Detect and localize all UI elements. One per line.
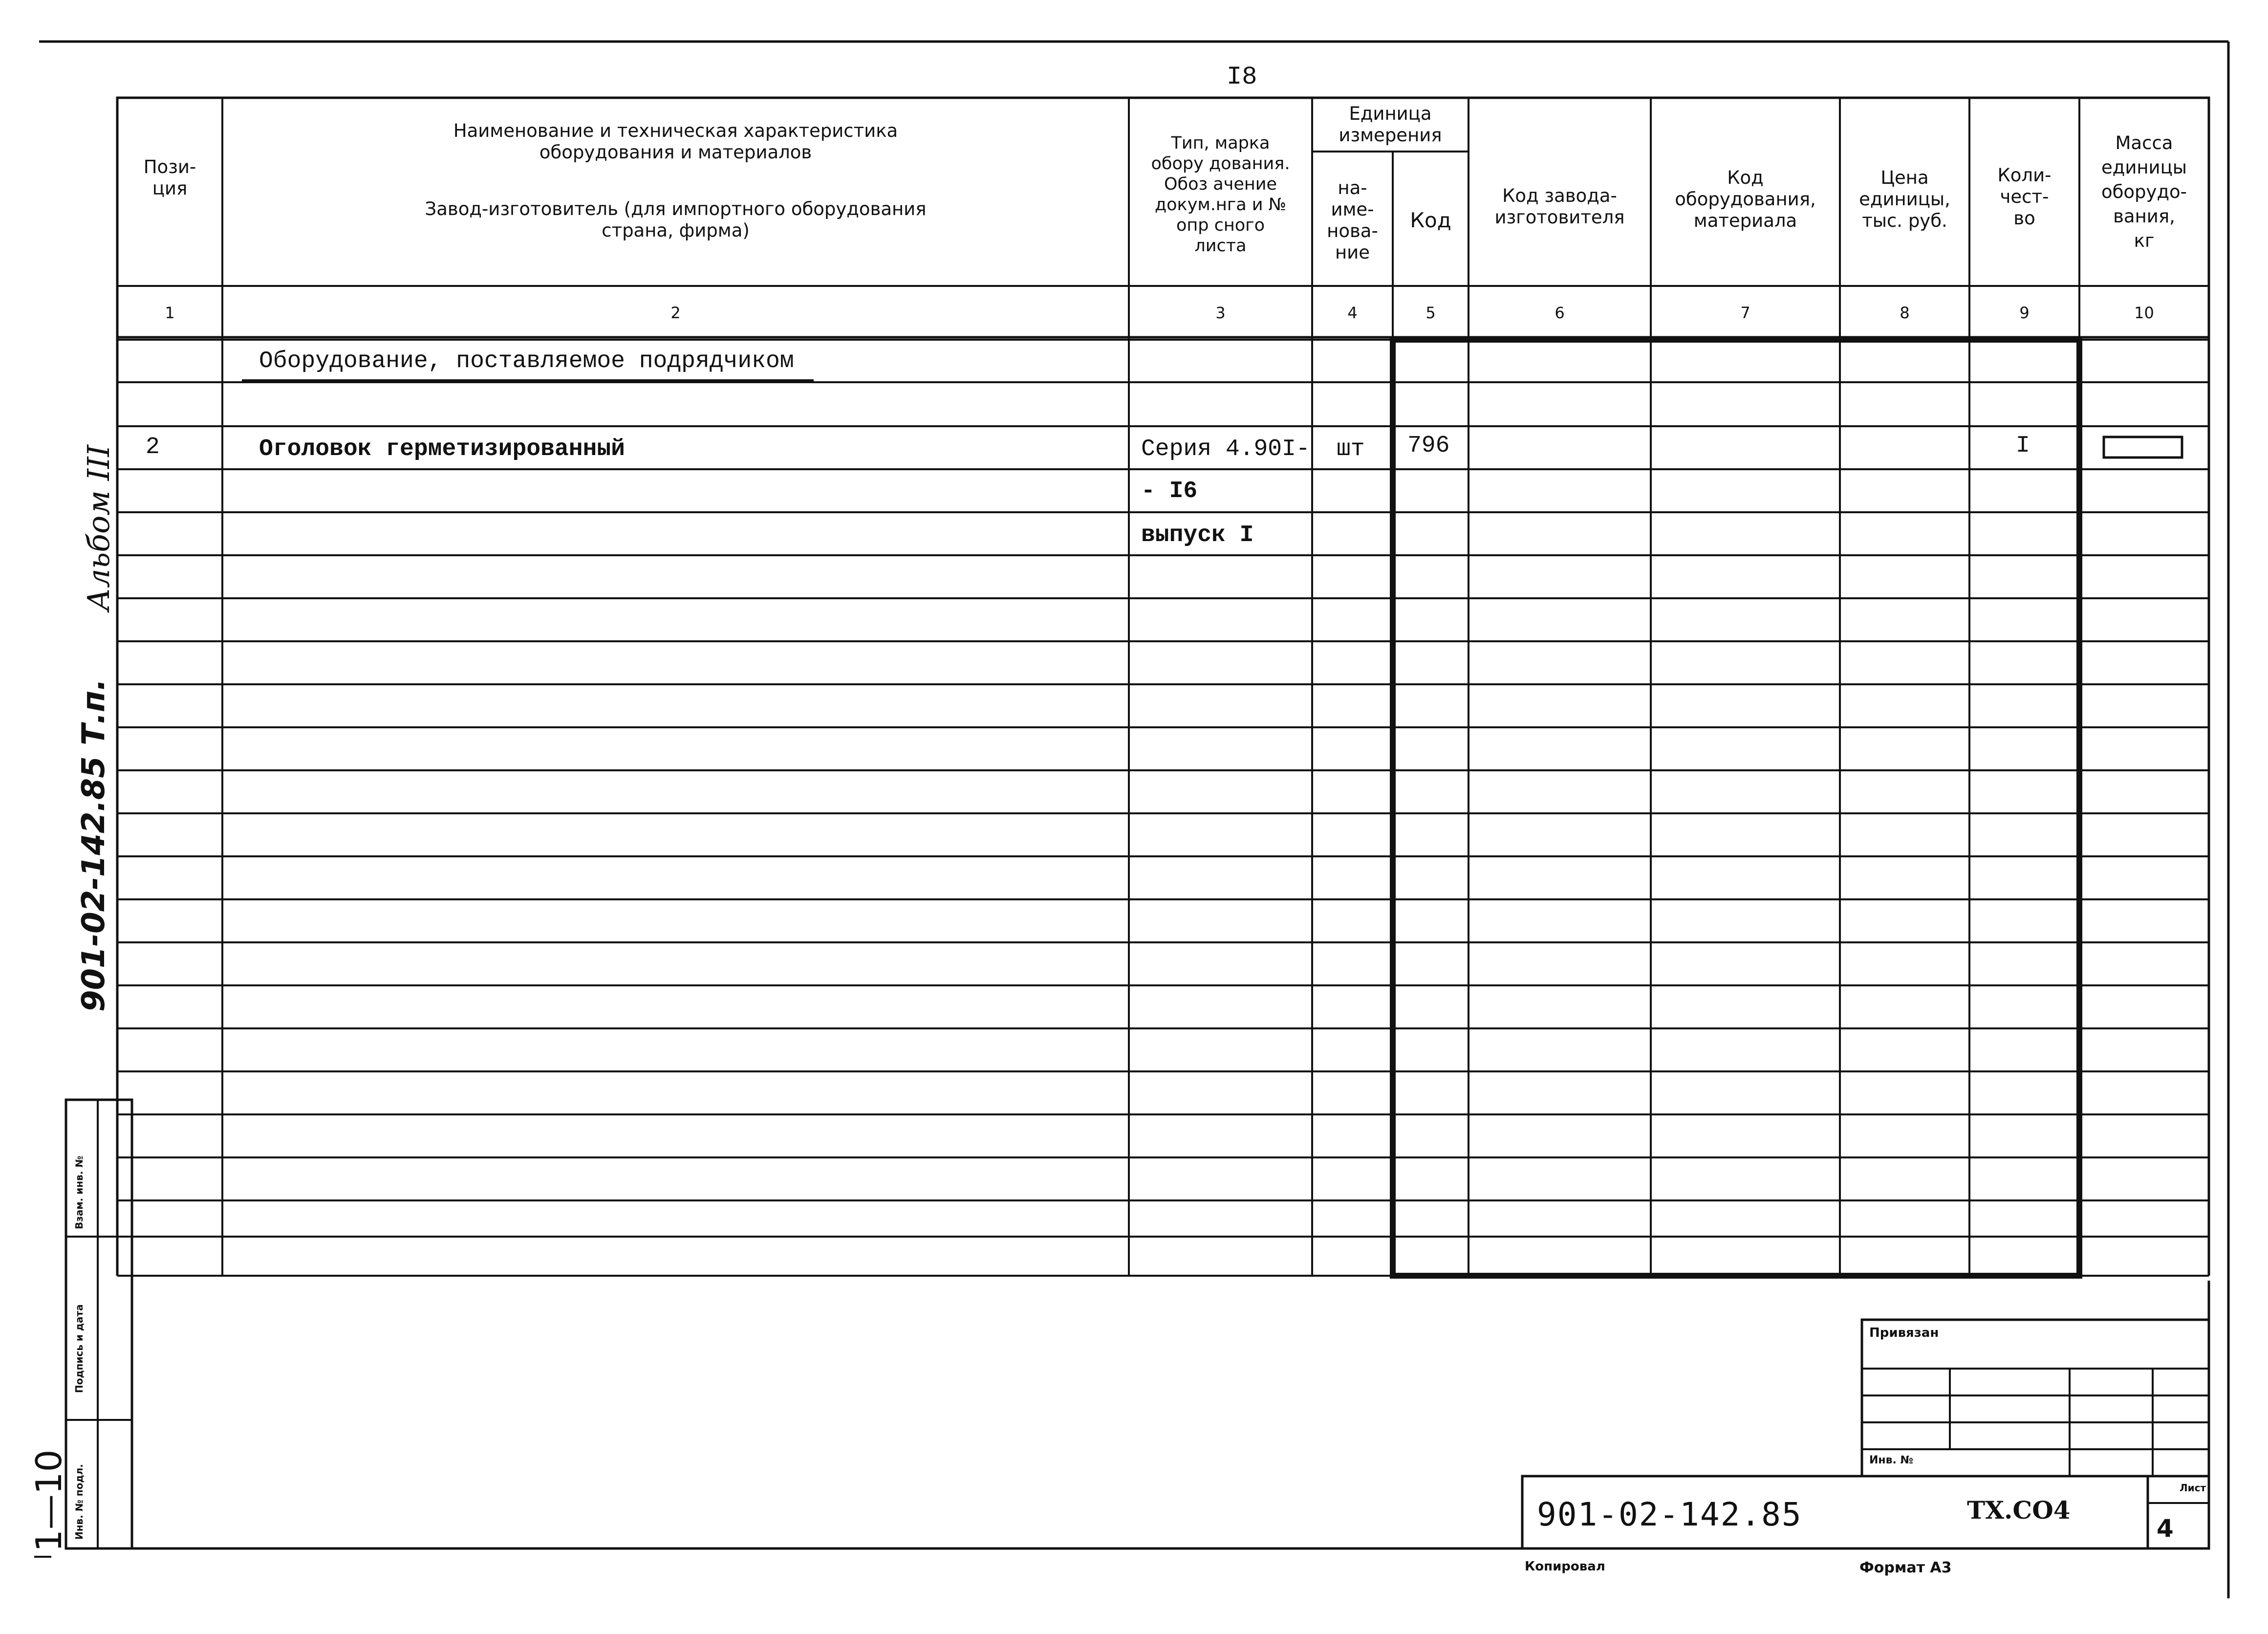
header-factory-code: Код завода- изготовителя [1494,185,1625,228]
header-quantity: Коли- чест- во [1997,164,2052,229]
stamp-cell-label: Подпись и дата [73,1304,85,1393]
header-unit-mass: Масса единицы оборудо- вания, кг [2101,132,2187,251]
row-position: 2 [146,434,160,460]
header-name-characteristics: Наименование и техническая характеристика оборудования и материалов [453,120,898,163]
column-number: 5 [1426,304,1436,322]
header-unit-group: Единица измерения [1339,103,1442,146]
column-number: 2 [670,304,681,322]
page-ref: 1—10 [28,1449,69,1552]
header-unit-name: на- име- нова- ние [1327,177,1378,263]
mass-placeholder-box [2104,437,2182,458]
row-name: Оголовок герметизированный [259,436,625,462]
sheet-number: 4 [2157,1514,2174,1543]
column-number: 10 [2134,304,2154,322]
album-label: Альбом III [81,445,116,611]
column-number: 3 [1215,304,1226,322]
stamp-cell-label: Инв. № подл. [73,1464,85,1540]
row-type-line: выпуск I [1141,522,1254,548]
project-label: 901-02-142.85 Т.п. [76,678,112,1012]
header-equipment-code: Код оборудования, материала [1675,167,1816,231]
header-type-mark: Тип, марка обору дования. Обоз ачение докум.нга и № опр сного листа [1151,133,1290,256]
header-manufacturer: Завод-изготовитель (для импортного оборудования страна, фирма) [425,198,927,241]
row-type-line: Серия 4.90I- [1141,436,1310,462]
privyazan-box [1862,1320,2209,1476]
header-position: Пози- ция [143,156,196,199]
row-code: 796 [1407,433,1450,459]
section-title: Оборудование, поставляемое подрядчиком [259,348,794,374]
inv-no-label: Инв. № [1869,1454,1914,1466]
kopiroval-label: Копировал [1525,1559,1605,1574]
document-number: 901-02-142.85 [1537,1496,1802,1533]
stamp-cell-label: Взам. инв. № [73,1155,85,1229]
column-number: 7 [1740,304,1750,322]
column-number: 8 [1900,304,1910,322]
privyazan-grid [1862,1369,2209,1476]
row-unit: шт [1337,436,1365,462]
thick-bracket-box [1393,340,2079,1276]
header-unit-code: Код [1410,208,1451,232]
document-code: ТХ.СО4 [1967,1496,2071,1525]
column-number: 6 [1555,304,1565,322]
row-type-line: - I6 [1141,478,1198,504]
sheet-label: Лист [2180,1482,2206,1494]
row-quantity: I [2016,433,2030,459]
column-number: 1 [165,304,175,322]
column-number: 4 [1347,304,1358,322]
header-unit-price: Цена единицы, тыс. руб. [1859,167,1950,231]
format-label: Формат А3 [1859,1559,1952,1576]
privyazan-label: Привязан [1869,1326,1939,1340]
column-number: 9 [2019,304,2030,322]
page-number: I8 [1227,63,1257,91]
